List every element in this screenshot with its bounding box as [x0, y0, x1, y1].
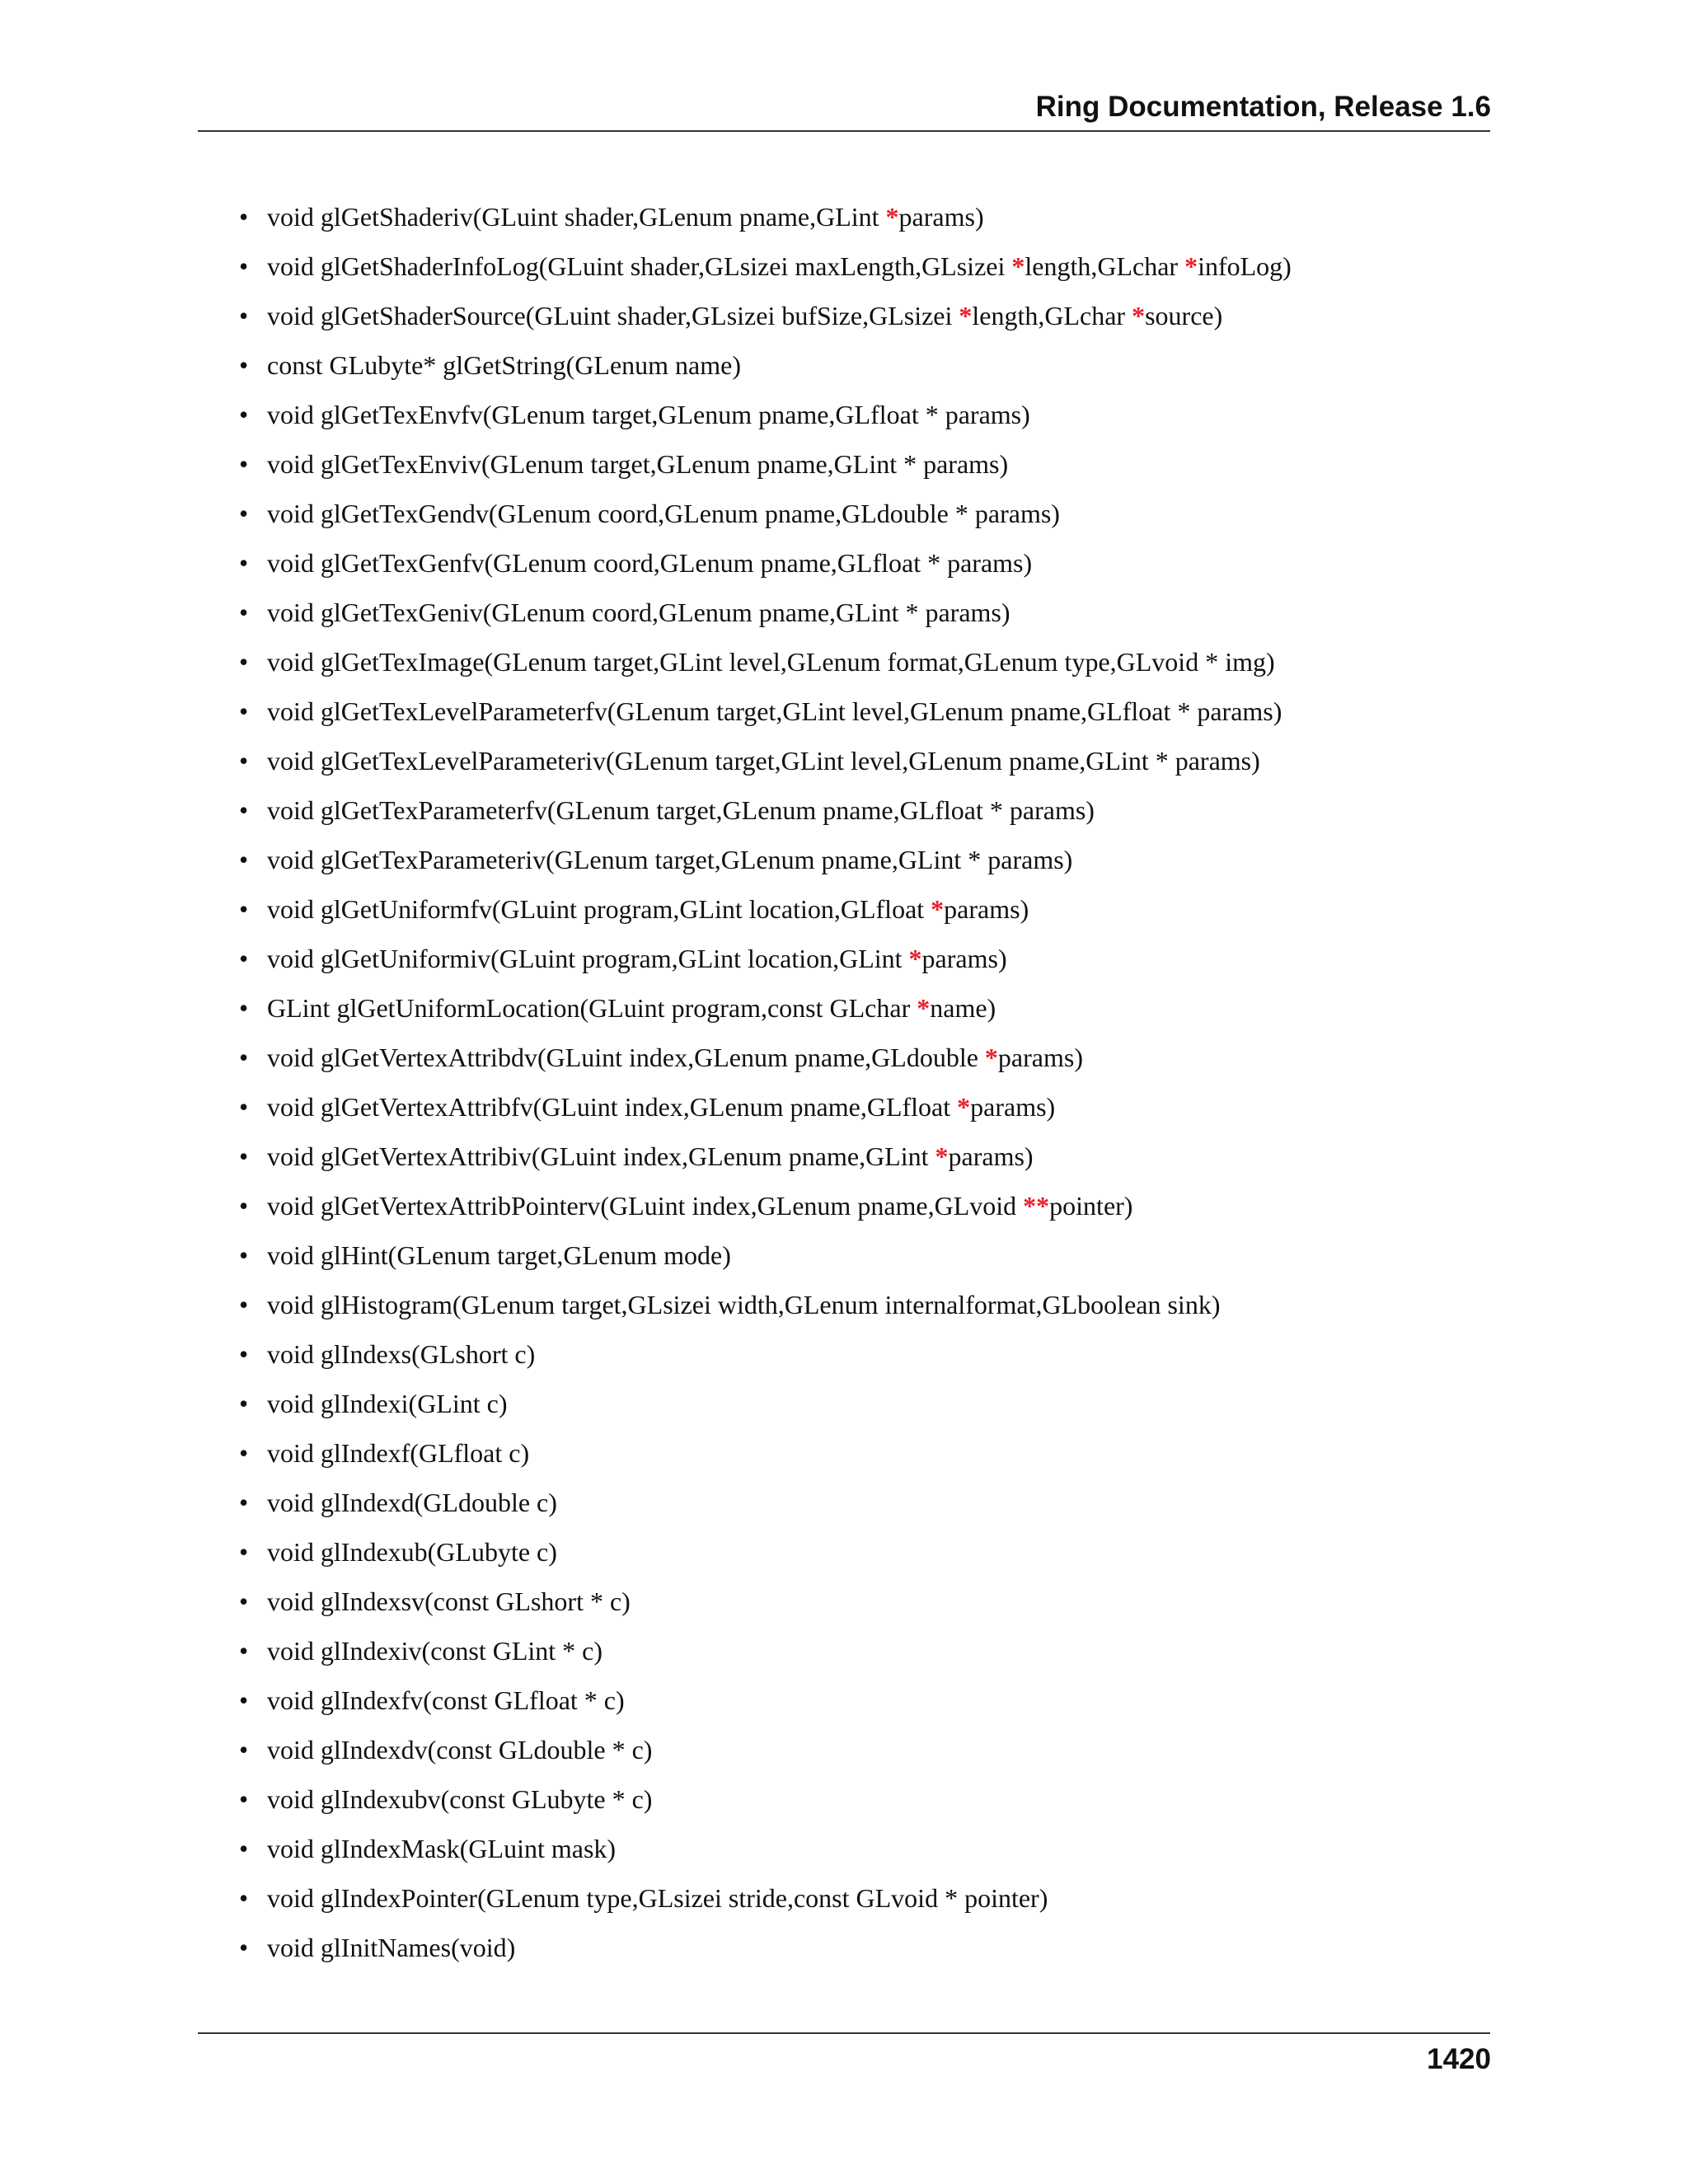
bullet-icon: •: [239, 1240, 249, 1270]
api-signature-item: [239, 246, 1492, 296]
bullet-icon: •: [239, 845, 249, 874]
signature-text: void glInitNames(void): [267, 1933, 516, 1962]
signature-text: void glGetVertexAttribfv(GLuint index,GLenum pname,GLfloat: [267, 1092, 958, 1122]
signature-text: params): [898, 202, 984, 232]
pointer-asterisk: *: [1132, 301, 1146, 330]
signature-text: void glGetTexParameterfv(GLenum target,GLenum pname,GLfloat * params): [267, 795, 1095, 825]
api-signature-item: [239, 1928, 1492, 1977]
signature-text: void glGetTexGendv(GLenum coord,GLenum pname,GLdouble * params): [267, 499, 1060, 528]
api-signature-item: [239, 444, 1492, 494]
api-signature-item: [239, 741, 1492, 790]
api-signature-item: [239, 1532, 1492, 1582]
signature-text: infoLog): [1198, 251, 1292, 281]
signature-text: params): [921, 944, 1007, 973]
bullet-icon: •: [239, 1883, 249, 1913]
signature-text: name): [930, 993, 996, 1023]
bullet-icon: •: [239, 746, 249, 776]
bullet-icon: •: [239, 350, 249, 380]
bullet-icon: •: [239, 251, 249, 281]
bullet-icon: •: [239, 1092, 249, 1122]
api-signature-item: [239, 988, 1492, 1038]
signature-text: params): [944, 894, 1029, 924]
bullet-icon: •: [239, 1735, 249, 1765]
bullet-icon: •: [239, 1488, 249, 1517]
bullet-icon: •: [239, 795, 249, 825]
signature-text: void glGetVertexAttribdv(GLuint index,GLenum pname,GLdouble: [267, 1043, 985, 1072]
api-signature-item: [239, 593, 1492, 642]
signature-text: void glIndexubv(const GLubyte * c): [267, 1784, 653, 1814]
signature-text: source): [1145, 301, 1223, 330]
signature-text: void glGetShaderSource(GLuint shader,GLsizei bufSize,GLsizei: [267, 301, 959, 330]
api-signature-item: [239, 1235, 1492, 1285]
bullet-icon: •: [239, 499, 249, 528]
api-signature-item: [239, 1730, 1492, 1779]
pointer-asterisk: **: [1023, 1191, 1050, 1221]
api-signature-item: [239, 1285, 1492, 1334]
signature-text: params): [970, 1092, 1056, 1122]
bullet-icon: •: [239, 944, 249, 973]
signature-text: void glIndexd(GLdouble c): [267, 1488, 557, 1517]
bullet-icon: •: [239, 1685, 249, 1715]
signature-text: void glGetTexEnvfv(GLenum target,GLenum pname,GLfloat * params): [267, 400, 1030, 429]
signature-text: length,GLchar: [1025, 251, 1185, 281]
running-header-title: Ring Documentation, Release 1.6: [1035, 91, 1491, 123]
signature-text: length,GLchar: [972, 301, 1132, 330]
signature-text: void glIndexdv(const GLdouble * c): [267, 1735, 653, 1765]
bullet-icon: •: [239, 1537, 249, 1567]
signature-text: pointer): [1049, 1191, 1133, 1221]
pointer-asterisk: *: [957, 1092, 971, 1122]
api-signature-item: [239, 1680, 1492, 1730]
signature-text: void glGetShaderiv(GLuint shader,GLenum pname,GLint: [267, 202, 886, 232]
api-signature-item: [239, 1137, 1492, 1186]
signature-text: params): [948, 1141, 1034, 1171]
signature-text: void glGetTexLevelParameteriv(GLenum target,GLint level,GLenum pname,GLint * params): [267, 746, 1260, 776]
api-signature-item: [239, 197, 1492, 246]
bullet-icon: •: [239, 1191, 249, 1221]
api-signature-item: [239, 296, 1492, 345]
signature-text: void glGetTexLevelParameterfv(GLenum target,GLint level,GLenum pname,GLfloat * params): [267, 696, 1282, 726]
signature-text: void glIndexMask(GLuint mask): [267, 1834, 617, 1863]
footer-rule: [198, 2032, 1490, 2034]
bullet-icon: •: [239, 548, 249, 578]
api-signature-item: [239, 1038, 1492, 1087]
bullet-icon: •: [239, 400, 249, 429]
bullet-icon: •: [239, 993, 249, 1023]
api-signature-item: [239, 1433, 1492, 1483]
signature-text: void glIndexiv(const GLint * c): [267, 1636, 603, 1666]
pointer-asterisk: *: [1011, 251, 1025, 281]
signature-text: void glHint(GLenum target,GLenum mode): [267, 1240, 731, 1270]
api-signature-item: [239, 790, 1492, 840]
signature-text: void glIndexPointer(GLenum type,GLsizei stride,const GLvoid * pointer): [267, 1883, 1048, 1913]
api-signature-item: [239, 543, 1492, 593]
bullet-icon: •: [239, 1438, 249, 1468]
bullet-icon: •: [239, 1636, 249, 1666]
signature-text: void glIndexf(GLfloat c): [267, 1438, 530, 1468]
bullet-icon: •: [239, 1586, 249, 1616]
api-signature-item: [239, 1384, 1492, 1433]
api-signature-item: [239, 1186, 1492, 1235]
pointer-asterisk: *: [1184, 251, 1198, 281]
bullet-icon: •: [239, 1043, 249, 1072]
bullet-icon: •: [239, 1339, 249, 1369]
signature-text: void glGetVertexAttribPointerv(GLuint index,GLenum pname,GLvoid: [267, 1191, 1024, 1221]
api-signature-item: [239, 1878, 1492, 1928]
bullet-icon: •: [239, 449, 249, 479]
pointer-asterisk: *: [935, 1141, 949, 1171]
api-signature-item: [239, 345, 1492, 395]
signature-text: params): [997, 1043, 1083, 1072]
signature-text: const GLubyte* glGetString(GLenum name): [267, 350, 741, 380]
api-signature-item: [239, 642, 1492, 691]
signature-text: void glGetTexGeniv(GLenum coord,GLenum pname,GLint * params): [267, 598, 1010, 627]
signature-text: void glGetTexEnviv(GLenum target,GLenum pname,GLint * params): [267, 449, 1009, 479]
signature-text: void glHistogram(GLenum target,GLsizei width,GLenum internalformat,GLboolean sink): [267, 1290, 1221, 1319]
api-signature-item: [239, 939, 1492, 988]
signature-text: void glIndexsv(const GLshort * c): [267, 1586, 631, 1616]
pointer-asterisk: *: [984, 1043, 998, 1072]
page-number: 1420: [1427, 2043, 1491, 2075]
bullet-icon: •: [239, 1290, 249, 1319]
api-signature-item: [239, 494, 1492, 543]
bullet-icon: •: [239, 696, 249, 726]
signature-text: void glGetShaderInfoLog(GLuint shader,GLsizei maxLength,GLsizei: [267, 251, 1012, 281]
api-function-list: [239, 197, 1492, 1977]
signature-text: void glGetTexImage(GLenum target,GLint level,GLenum format,GLenum type,GLvoid * img): [267, 647, 1275, 677]
signature-text: void glIndexub(GLubyte c): [267, 1537, 557, 1567]
pointer-asterisk: *: [885, 202, 899, 232]
pointer-asterisk: *: [931, 894, 945, 924]
bullet-icon: •: [239, 598, 249, 627]
signature-text: void glGetTexGenfv(GLenum coord,GLenum pname,GLfloat * params): [267, 548, 1033, 578]
signature-text: void glGetTexParameteriv(GLenum target,GLenum pname,GLint * params): [267, 845, 1073, 874]
signature-text: void glGetUniformfv(GLuint program,GLint location,GLfloat: [267, 894, 931, 924]
api-signature-item: [239, 1631, 1492, 1680]
bullet-icon: •: [239, 202, 249, 232]
api-signature-item: [239, 1087, 1492, 1137]
api-signature-item: [239, 1829, 1492, 1878]
bullet-icon: •: [239, 301, 249, 330]
pointer-asterisk: *: [959, 301, 973, 330]
bullet-icon: •: [239, 1834, 249, 1863]
api-signature-item: [239, 1483, 1492, 1532]
api-signature-item: [239, 1582, 1492, 1631]
api-signature-item: [239, 395, 1492, 444]
bullet-icon: •: [239, 1933, 249, 1962]
pointer-asterisk: *: [908, 944, 922, 973]
bullet-icon: •: [239, 1784, 249, 1814]
bullet-icon: •: [239, 1141, 249, 1171]
header-rule: [198, 130, 1490, 132]
signature-text: void glIndexs(GLshort c): [267, 1339, 536, 1369]
signature-text: void glIndexi(GLint c): [267, 1389, 508, 1418]
signature-text: void glGetVertexAttribiv(GLuint index,GLenum pname,GLint: [267, 1141, 935, 1171]
api-signature-item: [239, 889, 1492, 939]
api-signature-item: [239, 840, 1492, 889]
bullet-icon: •: [239, 647, 249, 677]
bullet-icon: •: [239, 894, 249, 924]
pointer-asterisk: *: [917, 993, 931, 1023]
bullet-icon: •: [239, 1389, 249, 1418]
api-signature-item: [239, 1334, 1492, 1384]
signature-text: void glGetUniformiv(GLuint program,GLint location,GLint: [267, 944, 909, 973]
api-signature-item: [239, 1779, 1492, 1829]
api-signature-item: [239, 691, 1492, 741]
signature-text: void glIndexfv(const GLfloat * c): [267, 1685, 625, 1715]
signature-text: GLint glGetUniformLocation(GLuint program,const GLchar: [267, 993, 917, 1023]
